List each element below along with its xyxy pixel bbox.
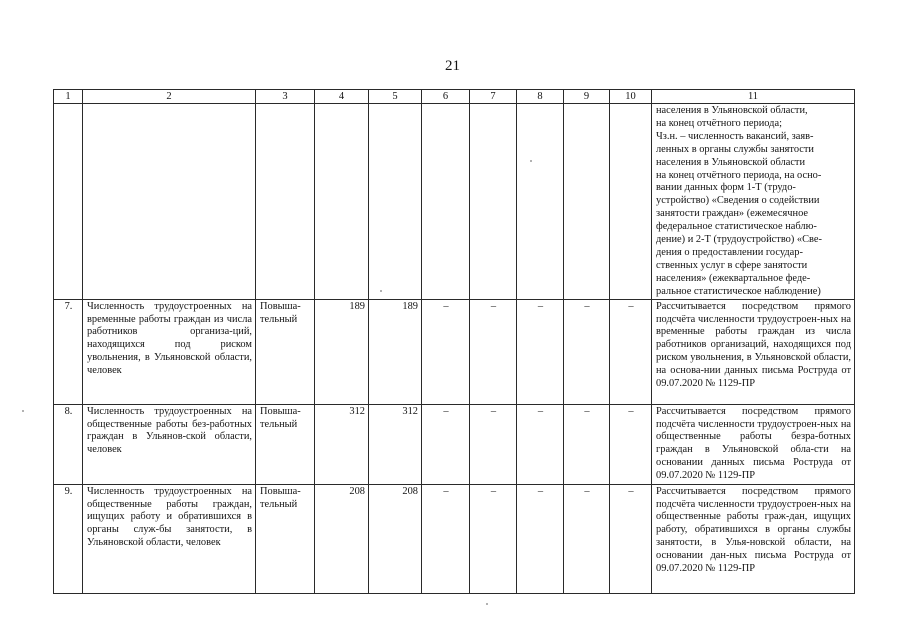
method-line: занятости граждан» (ежемесячное xyxy=(656,208,809,220)
value-col8: – xyxy=(517,299,564,404)
value-col5: 208 xyxy=(369,484,422,593)
indicator-name: Численность трудоустроенных на общественные работы без-работных граждан в Ульянов-ской области, человек xyxy=(83,404,256,484)
method-line: дения о предоставлении государ- xyxy=(656,246,803,258)
row-number: 9. xyxy=(54,484,83,593)
method-line: Чз.н. – численность вакансий, заяв- xyxy=(656,130,814,142)
method-line: населения в Ульяновской области, xyxy=(656,105,808,116)
scan-speck xyxy=(380,290,382,292)
value-col4: 208 xyxy=(315,484,369,593)
column-header: 5 xyxy=(369,90,422,104)
column-header: 11 xyxy=(652,90,855,104)
column-header: 7 xyxy=(470,90,517,104)
method-line: на конец отчётного периода, на осно- xyxy=(656,169,822,181)
method-line: населения в Ульяновской области xyxy=(656,156,806,168)
value-col10: – xyxy=(610,404,652,484)
method-line: дение) и 2-Т (трудоустройство) «Све- xyxy=(656,234,822,246)
value-col10: – xyxy=(610,484,652,593)
value-col6: – xyxy=(422,484,470,593)
method-description: Рассчитывается посредством прямого подсчёта численности трудоустроен-ных на общественные работы граж-дан, ищущих работу, обратившихся в органы службы занятости, в Улья-новской области, на основании дан-ных письма Роструда от 09.07.2020 № 1129-ПР xyxy=(652,484,855,593)
value-col7: – xyxy=(470,299,517,404)
method-line: ственных услуг в сфере занятости xyxy=(656,259,808,271)
value-col5: 312 xyxy=(369,404,422,484)
method-line: вании данных форм 1-Т (трудо- xyxy=(656,182,796,194)
table-row xyxy=(54,299,855,404)
value-col7: – xyxy=(470,404,517,484)
method-line: устройство) «Сведения о содействии xyxy=(656,195,820,207)
value-col4: 189 xyxy=(315,299,369,404)
method-line: населения» (ежеквартальное феде- xyxy=(656,272,811,284)
method-description: Рассчитывается посредством прямого подсчёта численности трудоустроен-ных на временные работы граждан из числа работников организаций, находящихся под риском увольнения, в Ульяновской области, на основа-нии данных письма Роструда от 09.07.2020 № 1129-ПР xyxy=(652,299,855,404)
value-col6: – xyxy=(422,404,470,484)
scan-speck xyxy=(22,410,24,412)
page-number: 21 xyxy=(445,58,460,74)
method-line: ральное статистическое наблюдение) xyxy=(656,285,821,297)
value-col10: – xyxy=(610,299,652,404)
row-number: 8. xyxy=(54,404,83,484)
indicators-table xyxy=(53,89,855,594)
method-line: федеральное статистическое наблю- xyxy=(656,221,817,233)
column-header: 6 xyxy=(422,90,470,104)
column-header: 10 xyxy=(610,90,652,104)
method-line: ленных в органы службы занятости xyxy=(656,143,814,155)
value-col5: 189 xyxy=(369,299,422,404)
column-header: 3 xyxy=(256,90,315,104)
indicator-name: Численность трудоустроенных на общественные работы граждан, ищущих работу и обратившихся в органы служ-бы занятости, в Ульяновской области, человек xyxy=(83,484,256,593)
value-col8: – xyxy=(517,404,564,484)
value-col7: – xyxy=(470,484,517,593)
column-header: 8 xyxy=(517,90,564,104)
value-col6: – xyxy=(422,299,470,404)
scan-speck xyxy=(486,603,488,605)
table-row xyxy=(54,404,855,484)
indicator-type: Повыша-тельный xyxy=(256,484,315,593)
column-header: 2 xyxy=(83,90,256,104)
row-number: 7. xyxy=(54,299,83,404)
indicator-type: Повыша-тельный xyxy=(256,404,315,484)
column-header-row xyxy=(54,90,855,104)
value-col9: – xyxy=(564,404,610,484)
value-col9: – xyxy=(564,299,610,404)
value-col8: – xyxy=(517,484,564,593)
table-row xyxy=(54,484,855,593)
method-cell xyxy=(652,104,855,300)
method-description: Рассчитывается посредством прямого подсчёта численности трудоустроен-ных на общественные работы безра-ботных граждан в Ульяновской обла-сти на основании данных письма Роструда от 09.07.2020 № 1129-ПР xyxy=(652,404,855,484)
column-header: 1 xyxy=(54,90,83,104)
value-col9: – xyxy=(564,484,610,593)
value-col4: 312 xyxy=(315,404,369,484)
method-line: на конец отчётного периода; xyxy=(656,117,782,129)
column-header: 9 xyxy=(564,90,610,104)
continuation-row xyxy=(54,104,855,300)
scan-speck xyxy=(530,160,532,162)
indicator-name: Численность трудоустроенных на временные работы граждан из числа работников организа-ций, находящихся под риском увольнения, в Ульяновской области, человек xyxy=(83,299,256,404)
column-header: 4 xyxy=(315,90,369,104)
indicator-type: Повыша-тельный xyxy=(256,299,315,404)
